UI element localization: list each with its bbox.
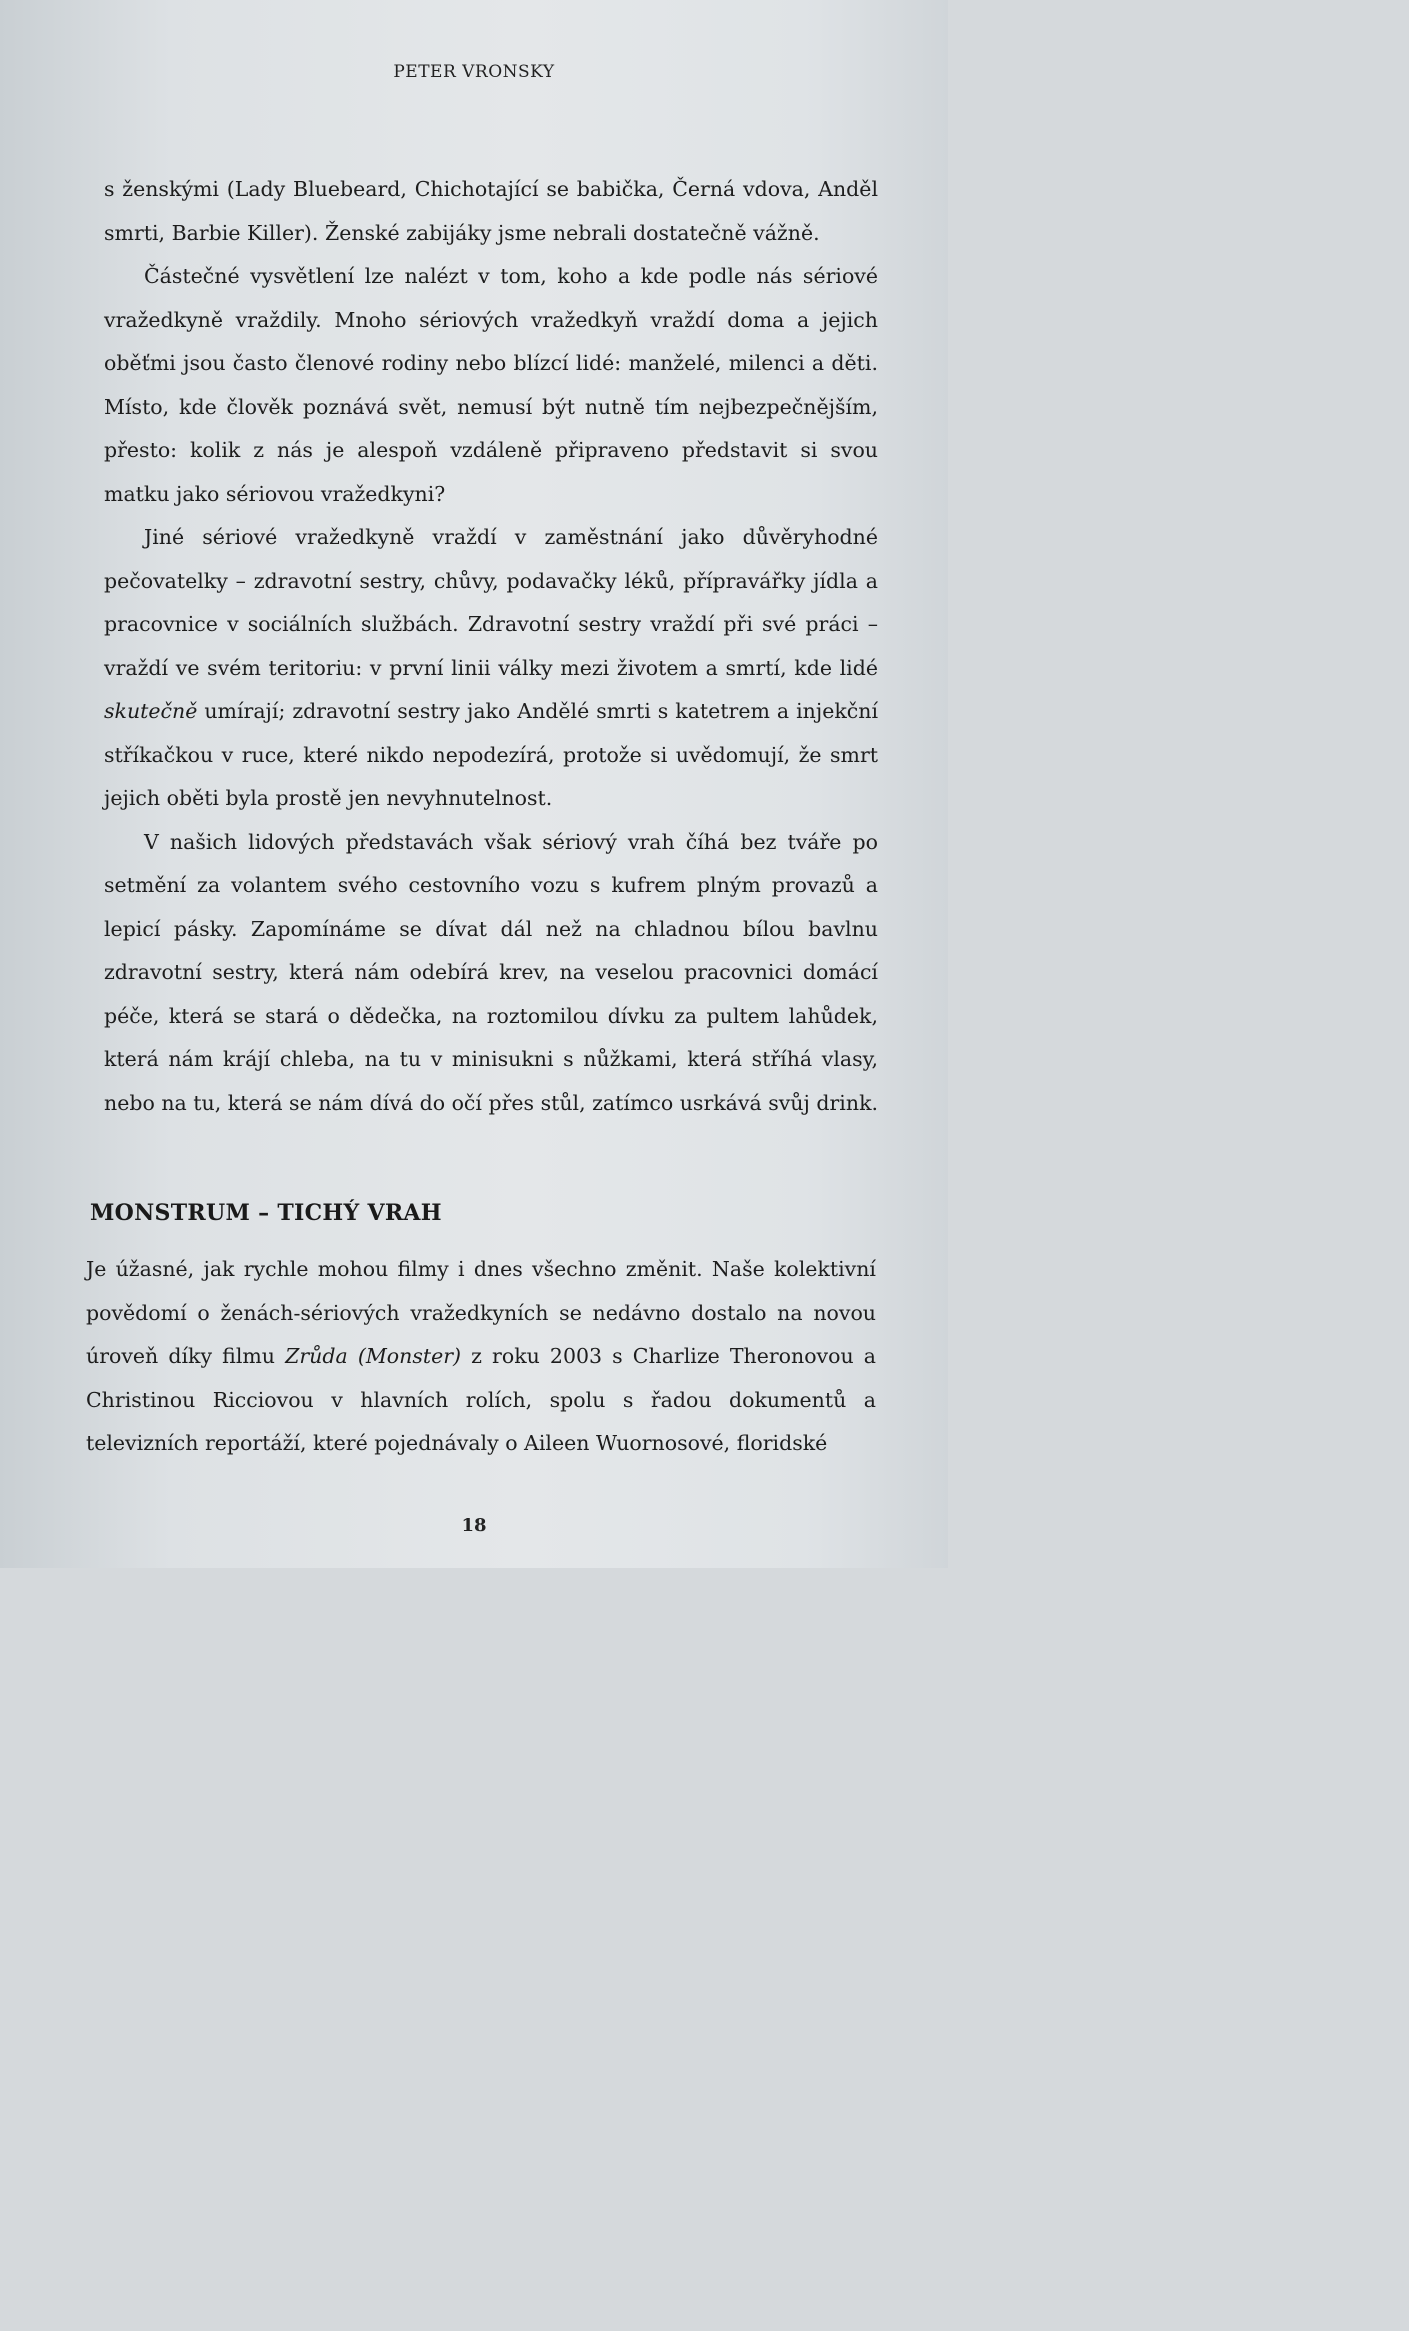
paragraph-3: [104, 516, 878, 821]
section-paragraph: [86, 1248, 876, 1466]
section-heading: MONSTRUM – TICHÝ VRAH: [90, 1200, 442, 1226]
paragraph-3-text-end: umírají; zdravotní sestry jako Andělé smrti s katetrem a injekční stříkačkou v ruce, které nikdo nepodezírá, protože si uvědomují, že smrt jejich oběti byla prostě jen nevyhnutelnost.: [104, 699, 878, 810]
body-text: [104, 168, 878, 1125]
paragraph-1: s ženskými (Lady Bluebeard, Chichotající se babička, Černá vdova, Anděl smrti, Barbie Killer). Ženské zabijáky jsme nebrali dostatečně vážně.: [104, 177, 878, 245]
section-paragraph-text-end: z roku 2003 s Charlize Theronovou a Christinou Ricciovou v hlavních rolích, spolu s řadou dokumentů a televizních reportáží, které pojednávaly o Aileen Wuornosové, floridské: [86, 1344, 877, 1455]
book-page: [0, 0, 948, 1568]
paragraph-3-text-start: Jiné sériové vražedkyně vraždí v zaměstnání jako důvěryhodné pečovatelky – zdravotní sestry, chůvy, podavačky léků, přípravářky jídla a pracovnice v sociálních službách. Zdravotní sestry vraždí při své práci – vraždí ve svém teritoriu: v první linii války mezi životem a smrtí, kde lidé: [104, 525, 878, 680]
paragraph-3-emphasis: skutečně: [104, 699, 198, 723]
film-title: Zrůda (Monster): [285, 1344, 462, 1368]
section-paragraph-text-start: Je úžasné, jak rychle mohou filmy i dnes všechno změnit. Naše kolektivní povědomí o ženách-sériových vražedkyních se nedávno dostalo na novou úroveň díky filmu: [86, 1257, 876, 1368]
page-number: 18: [461, 1515, 487, 1536]
running-header: PETER VRONSKY: [393, 62, 555, 82]
section-body: [86, 1248, 876, 1466]
paragraph-4: V našich lidových představách však sériový vrah číhá bez tváře po setmění za volantem svého cestovního vozu s kufrem plným provazů a lepicí pásky. Zapomínáme se dívat dál než na chladnou bílou bavlnu zdravotní sestry, která nám odebírá krev, na veselou pracovnici domácí péče, která se stará o dědečka, na roztomilou dívku za pultem lahůdek, která nám krájí chleba, na tu v minisukni s nůžkami, která stříhá vlasy, nebo na tu, která se nám dívá do očí přes stůl, zatímco usrkává svůj drink.: [104, 829, 879, 1115]
paragraph-2: Částečné vysvětlení lze nalézt v tom, koho a kde podle nás sériové vražedkyně vraždily. Mnoho sériových vražedkyň vraždí doma a jejich oběťmi jsou často členové rodiny nebo blízcí lidé: manželé, milenci a děti. Místo, kde člověk poznává svět, nemusí být nutně tím nejbezpečnějším, přesto: kolik z nás je alespoň vzdáleně připraveno představit si svou matku jako sériovou vražedkyni?: [104, 264, 878, 506]
